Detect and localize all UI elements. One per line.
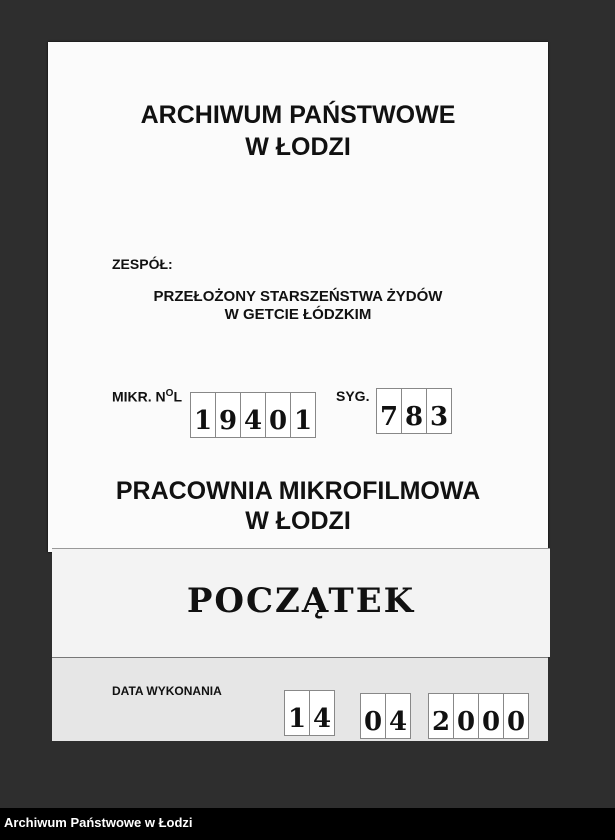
footer-caption: Archiwum Państwowe w Łodzi (0, 808, 615, 840)
digit: 4 (385, 693, 411, 739)
fonds-label: ZESPÓŁ: (112, 256, 173, 272)
digit: 7 (376, 388, 402, 434)
archive-title-line2: W ŁODZI (245, 133, 351, 161)
digit: 9 (215, 392, 241, 438)
lab-line1: PRACOWNIA MIKROFILMOWA (115, 477, 481, 505)
digit: 4 (309, 690, 335, 736)
microfilm-label: MIKR. $N^OL$ (112, 388, 183, 405)
start-label: POCZĄTEK (186, 581, 416, 621)
digit: 0 (360, 693, 386, 739)
fonds-line2: W GETCIE ŁÓDZKIM (224, 306, 372, 323)
start-strip (52, 548, 550, 657)
archive-title-line1: ARCHIWUM PAŃSTWOWE (140, 101, 456, 129)
digit: 0 (265, 392, 291, 438)
document-card (48, 42, 548, 552)
microfilm-number (190, 392, 315, 438)
digit: 8 (401, 388, 427, 434)
digit: 3 (426, 388, 452, 434)
date-year (428, 693, 528, 739)
digit: 1 (290, 392, 316, 438)
date-strip (52, 657, 548, 741)
digit: 0 (478, 693, 504, 739)
digit: 2 (428, 693, 454, 739)
digit: 1 (284, 690, 310, 736)
fonds-line1: PRZEŁOŻONY STARSZEŃSTWA ŻYDÓW (153, 288, 443, 305)
lab-line2: W ŁODZI (245, 507, 351, 535)
date-month (360, 693, 410, 739)
date-label: DATA WYKONANIA (112, 684, 222, 698)
date-day (284, 690, 334, 736)
digit: 4 (240, 392, 266, 438)
signature-number (376, 388, 451, 434)
digit: 1 (190, 392, 216, 438)
digit: 0 (453, 693, 479, 739)
digit: 0 (503, 693, 529, 739)
signature-label: SYG. (336, 388, 370, 404)
